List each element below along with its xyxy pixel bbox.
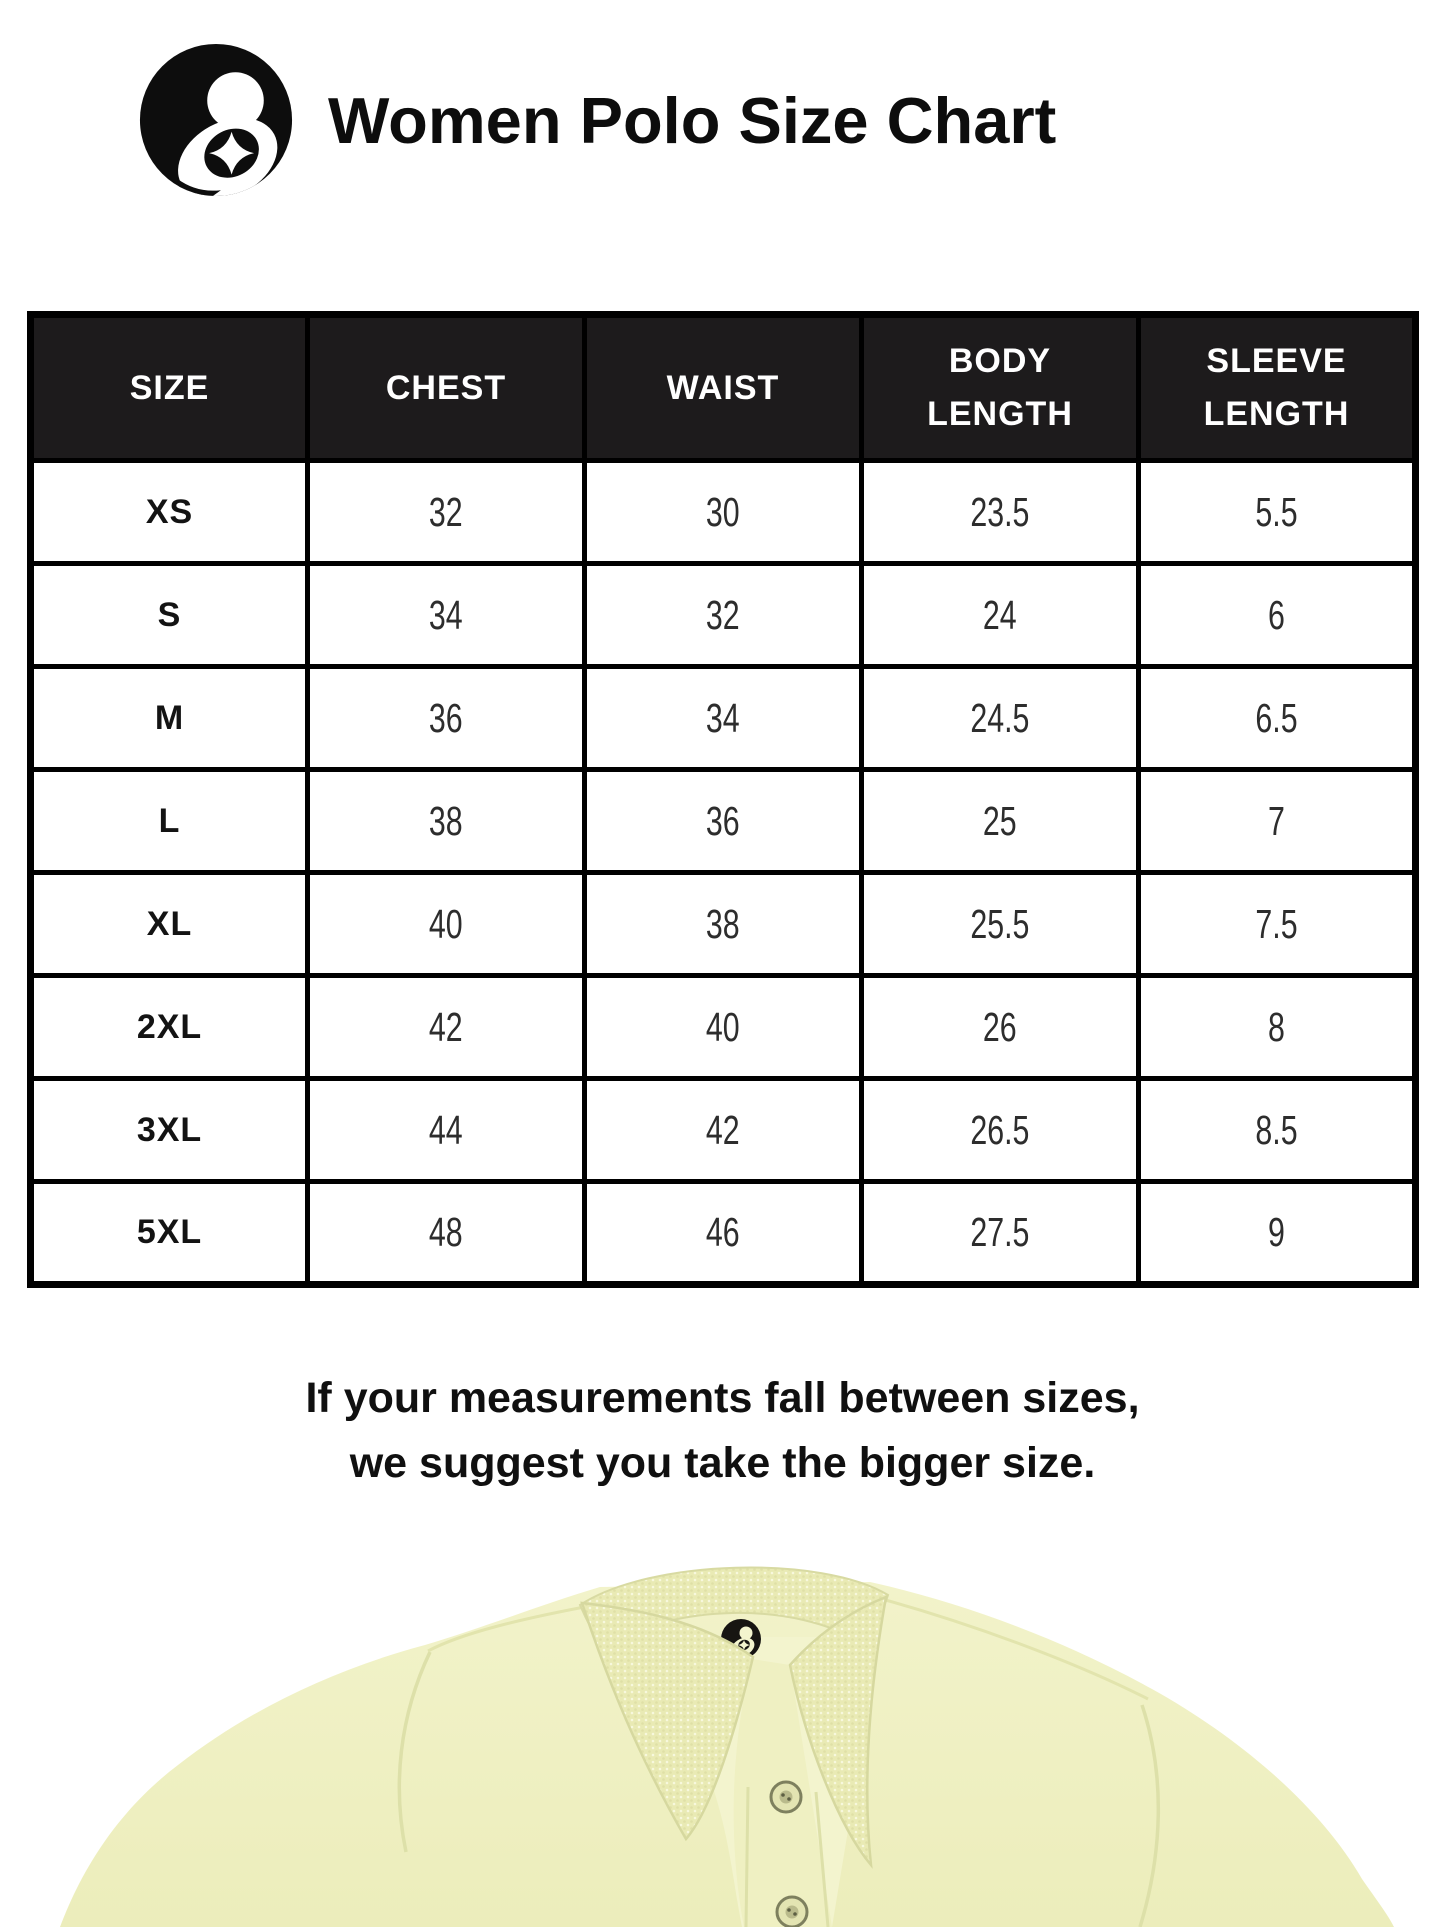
sizing-note-line2: we suggest you take the bigger size. <box>349 1438 1096 1487</box>
waist-value: 30 <box>585 461 862 564</box>
brand-header <box>138 42 1056 198</box>
size-label: 5XL <box>31 1182 308 1285</box>
size-label: S <box>31 564 308 667</box>
size-table <box>27 311 1419 1288</box>
waist-value: 36 <box>585 770 862 873</box>
polo-button-bottom <box>777 1897 807 1927</box>
chest-value: 34 <box>308 564 585 667</box>
size-label: L <box>31 770 308 873</box>
mother-and-baby-logo-icon <box>138 42 294 198</box>
chest-value: 36 <box>308 667 585 770</box>
sleeve-length-value: 7.5 <box>1139 873 1416 976</box>
page-title: Women Polo Size Chart <box>328 83 1057 157</box>
chest-value: 40 <box>308 873 585 976</box>
body-length-value: 27.5 <box>862 1182 1139 1285</box>
table-row-xl <box>31 873 1416 976</box>
body-length-value: 23.5 <box>862 461 1139 564</box>
table-row-m <box>31 667 1416 770</box>
sleeve-length-value: 5.5 <box>1139 461 1416 564</box>
table-row-5xl <box>31 1182 1416 1285</box>
chest-value: 38 <box>308 770 585 873</box>
chest-value: 32 <box>308 461 585 564</box>
polo-button-top <box>771 1782 801 1812</box>
chest-value: 44 <box>308 1079 585 1182</box>
table-row-l <box>31 770 1416 873</box>
table-row-xs <box>31 461 1416 564</box>
size-label: XS <box>31 461 308 564</box>
size-label: XL <box>31 873 308 976</box>
body-length-value: 24 <box>862 564 1139 667</box>
table-row-s <box>31 564 1416 667</box>
waist-value: 32 <box>585 564 862 667</box>
body-length-value: 26 <box>862 976 1139 1079</box>
waist-value: 46 <box>585 1182 862 1285</box>
body-length-value: 25 <box>862 770 1139 873</box>
polo-shirt-image <box>0 1487 1445 1927</box>
sleeve-length-value: 8 <box>1139 976 1416 1079</box>
sleeve-length-value: 6 <box>1139 564 1416 667</box>
body-length-value: 25.5 <box>862 873 1139 976</box>
table-row-2xl <box>31 976 1416 1079</box>
waist-value: 34 <box>585 667 862 770</box>
sleeve-length-value: 8.5 <box>1139 1079 1416 1182</box>
body-length-value: 24.5 <box>862 667 1139 770</box>
sizing-note <box>0 1366 1445 1495</box>
sleeve-length-value: 6.5 <box>1139 667 1416 770</box>
chest-value: 48 <box>308 1182 585 1285</box>
column-header-chest: CHEST <box>308 315 585 461</box>
sleeve-length-value: 9 <box>1139 1182 1416 1285</box>
sleeve-length-value: 7 <box>1139 770 1416 873</box>
waist-value: 38 <box>585 873 862 976</box>
size-label: M <box>31 667 308 770</box>
size-label: 3XL <box>31 1079 308 1182</box>
waist-value: 40 <box>585 976 862 1079</box>
size-table-header <box>31 315 1416 461</box>
size-label: 2XL <box>31 976 308 1079</box>
body-length-value: 26.5 <box>862 1079 1139 1182</box>
column-header-body-length: BODY LENGTH <box>862 315 1139 461</box>
size-table-container <box>27 311 1419 1288</box>
chest-value: 42 <box>308 976 585 1079</box>
waist-value: 42 <box>585 1079 862 1182</box>
column-header-waist: WAIST <box>585 315 862 461</box>
column-header-size: SIZE <box>31 315 308 461</box>
column-header-sleeve-length: SLEEVE LENGTH <box>1139 315 1416 461</box>
table-row-3xl <box>31 1079 1416 1182</box>
sizing-note-line1: If your measurements fall between sizes, <box>305 1374 1140 1422</box>
